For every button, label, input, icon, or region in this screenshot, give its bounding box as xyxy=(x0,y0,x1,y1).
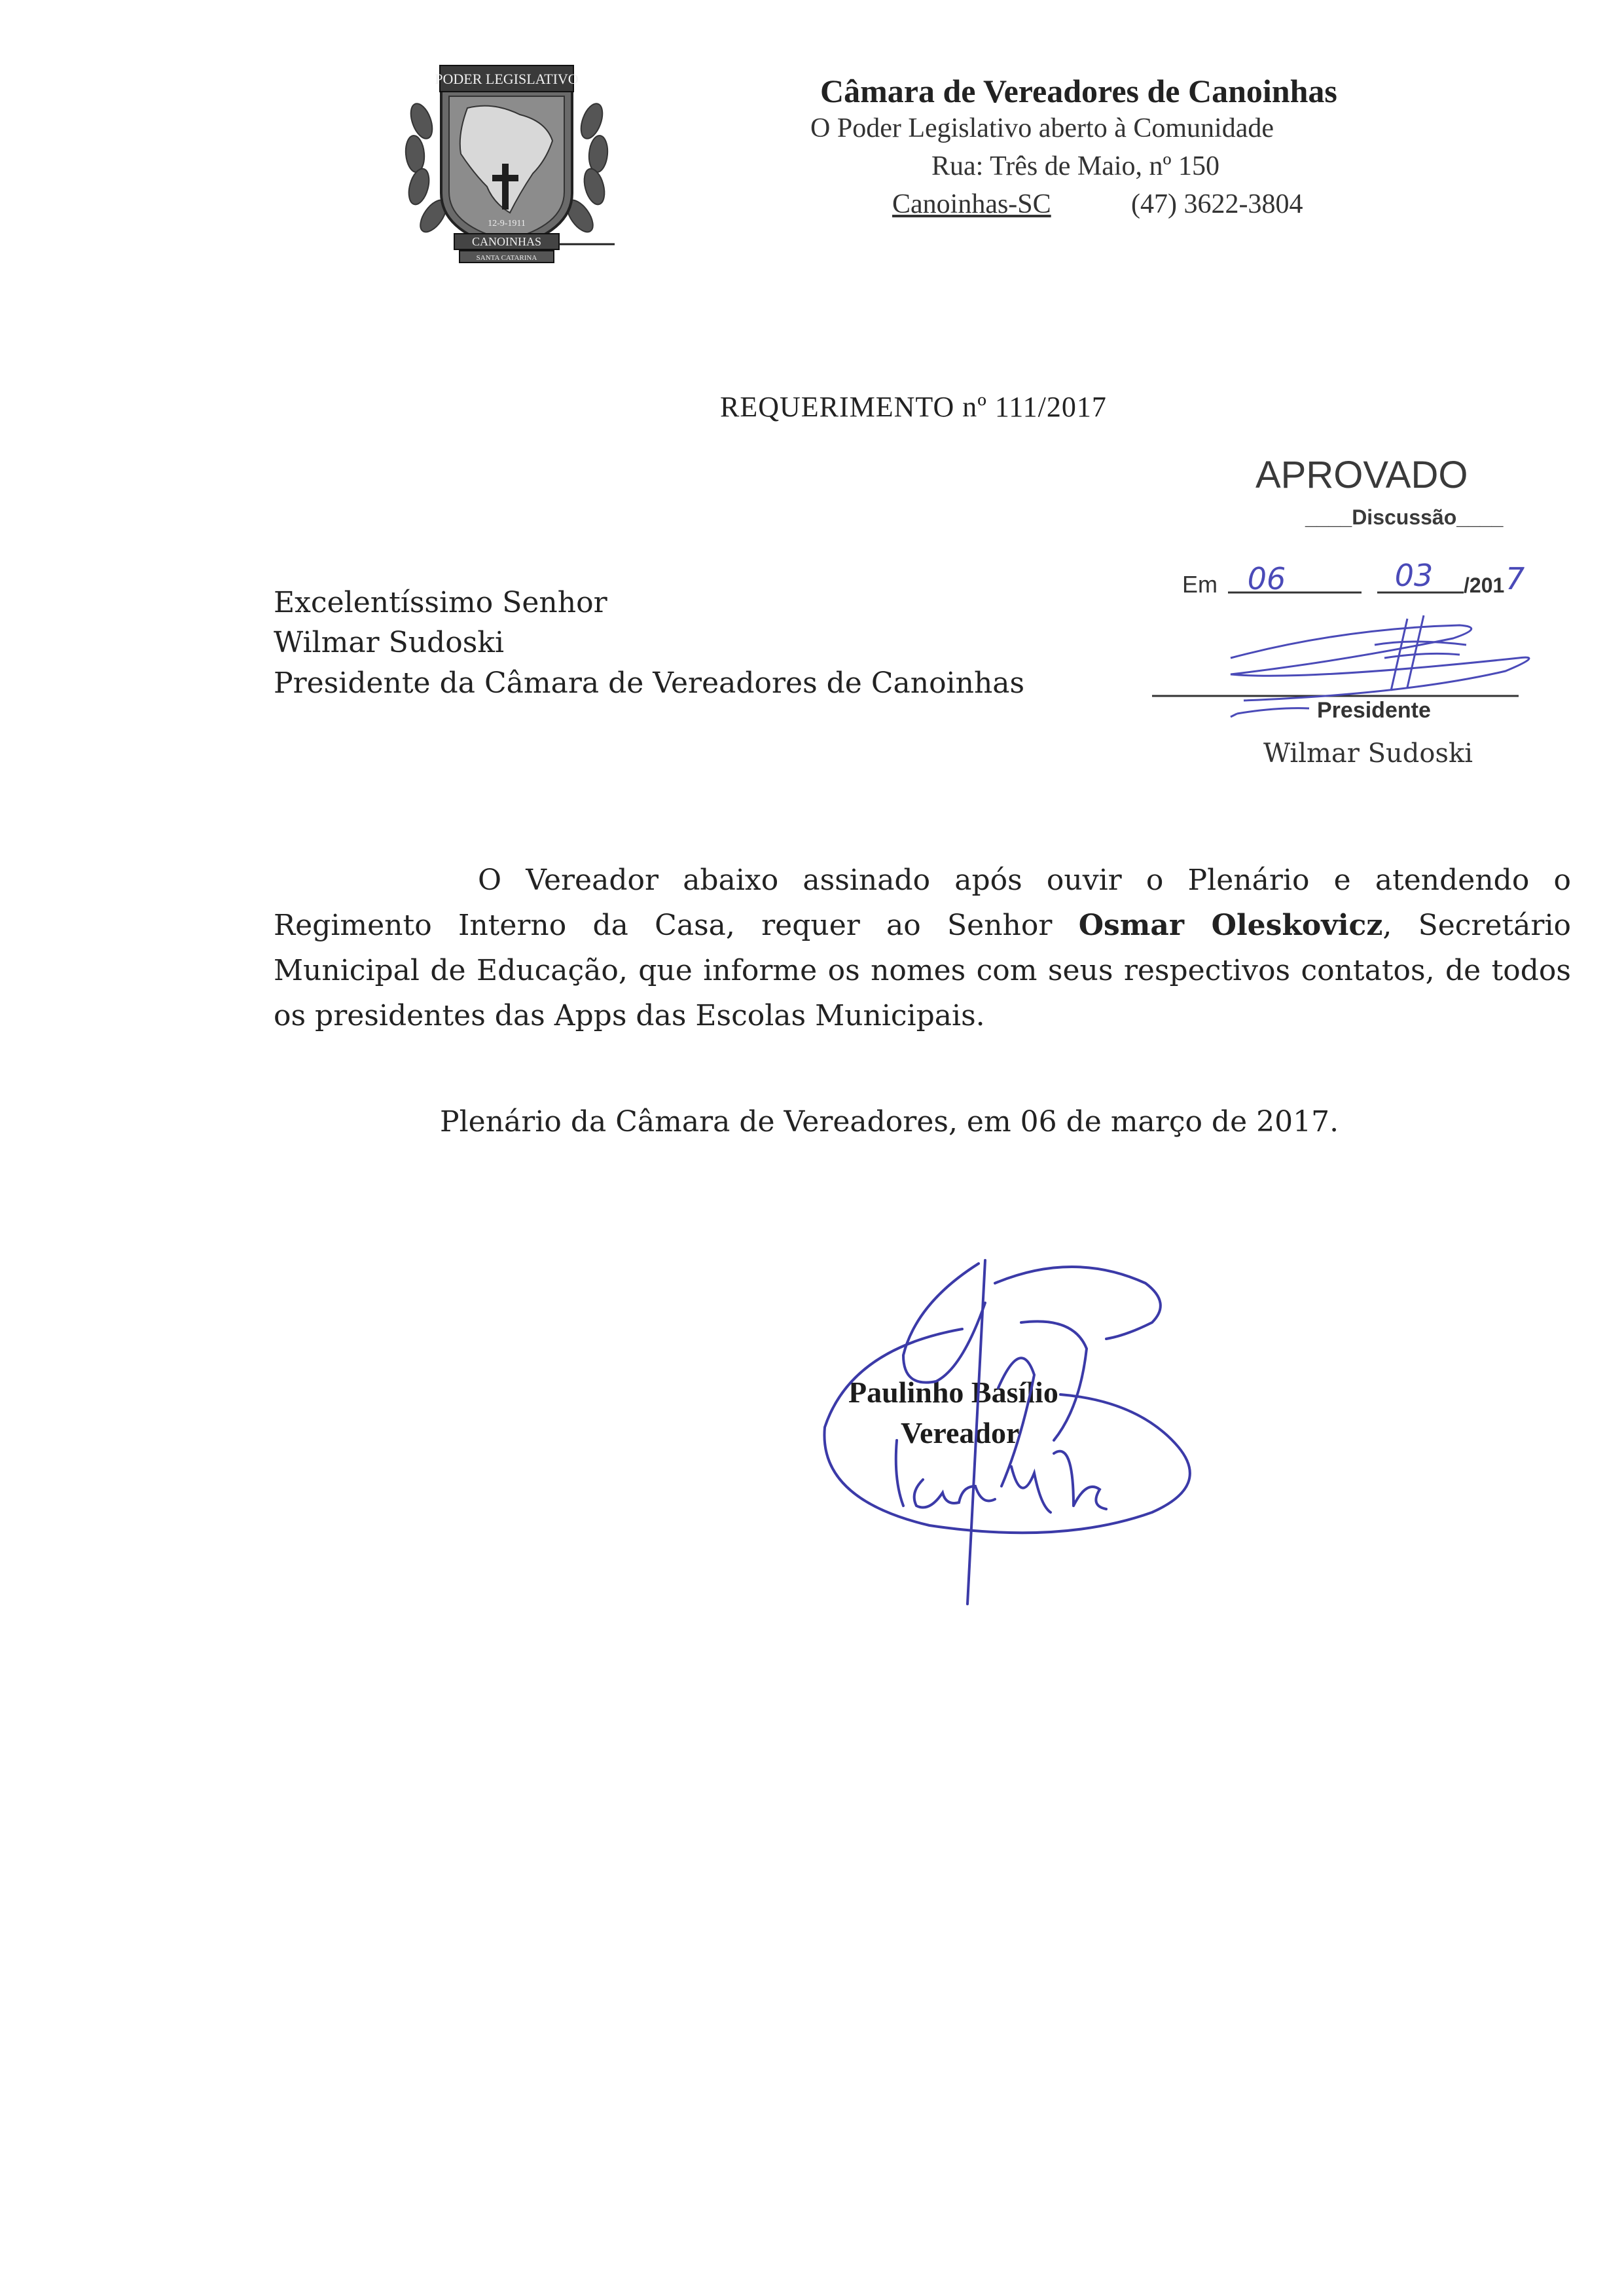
stamp-day: 06 xyxy=(1247,561,1286,596)
request-body xyxy=(274,858,1571,1038)
stamp-role: Presidente xyxy=(1317,698,1431,723)
addressee-salutation: Excelentíssimo Senhor xyxy=(274,586,607,619)
addressee-name: Wilmar Sudoski xyxy=(274,626,505,659)
institution-slogan: O Poder Legislativo aberto à Comunidade xyxy=(810,113,1274,143)
signatory-name: Paulinho Basílio xyxy=(848,1376,1058,1409)
coat-of-arms-logo xyxy=(395,62,618,272)
emblem-city-text: CANOINHAS xyxy=(471,235,542,248)
body-bold-name: Osmar Oleskovicz xyxy=(1078,909,1383,942)
stamp-president-name: Wilmar Sudoski xyxy=(1263,738,1473,769)
institution-phone: (47) 3622-3804 xyxy=(1131,189,1303,219)
stamp-month: 03 xyxy=(1394,558,1434,593)
stamp-date-prefix: Em xyxy=(1182,571,1218,598)
signatory-role: Vereador xyxy=(901,1416,1020,1449)
emblem-banner-text: PODER LEGISLATIVO xyxy=(435,71,579,87)
stamp-status: APROVADO xyxy=(1255,454,1468,496)
emblem-state-text: SANTA CATARINA xyxy=(476,254,537,262)
body-part-2: , Secretário Municipal de Educação, que informe os nomes com seus respectivos contatos, de todos os presidentes das Apps das Escolas Municipais. xyxy=(274,909,1572,1032)
emblem-date-text: 12-9-1911 xyxy=(488,219,526,228)
institution-city: Canoinhas-SC xyxy=(892,189,1051,219)
institution-name: Câmara de Vereadores de Canoinhas xyxy=(820,73,1337,109)
body-part-1: O Vereador abaixo assinado após ouvir o Plenário e atendendo o Regimento Interno da Casa, requer ao Senhor xyxy=(274,864,1571,942)
document-title: REQUERIMENTO nº 111/2017 xyxy=(720,391,1107,423)
institution-address: Rua: Três de Maio, nº 150 xyxy=(931,151,1220,181)
stamp-stage: ____Discussão____ xyxy=(1305,505,1504,529)
closing-line: Plenário da Câmara de Vereadores, em 06 de março de 2017. xyxy=(440,1105,1339,1139)
stamp-year-handwritten: 7 xyxy=(1506,561,1525,596)
stamp-year-prefix: /201 xyxy=(1464,574,1505,597)
handwritten-signature xyxy=(805,1231,1211,1624)
addressee-title: Presidente da Câmara de Vereadores de Canoinhas xyxy=(274,666,1025,700)
